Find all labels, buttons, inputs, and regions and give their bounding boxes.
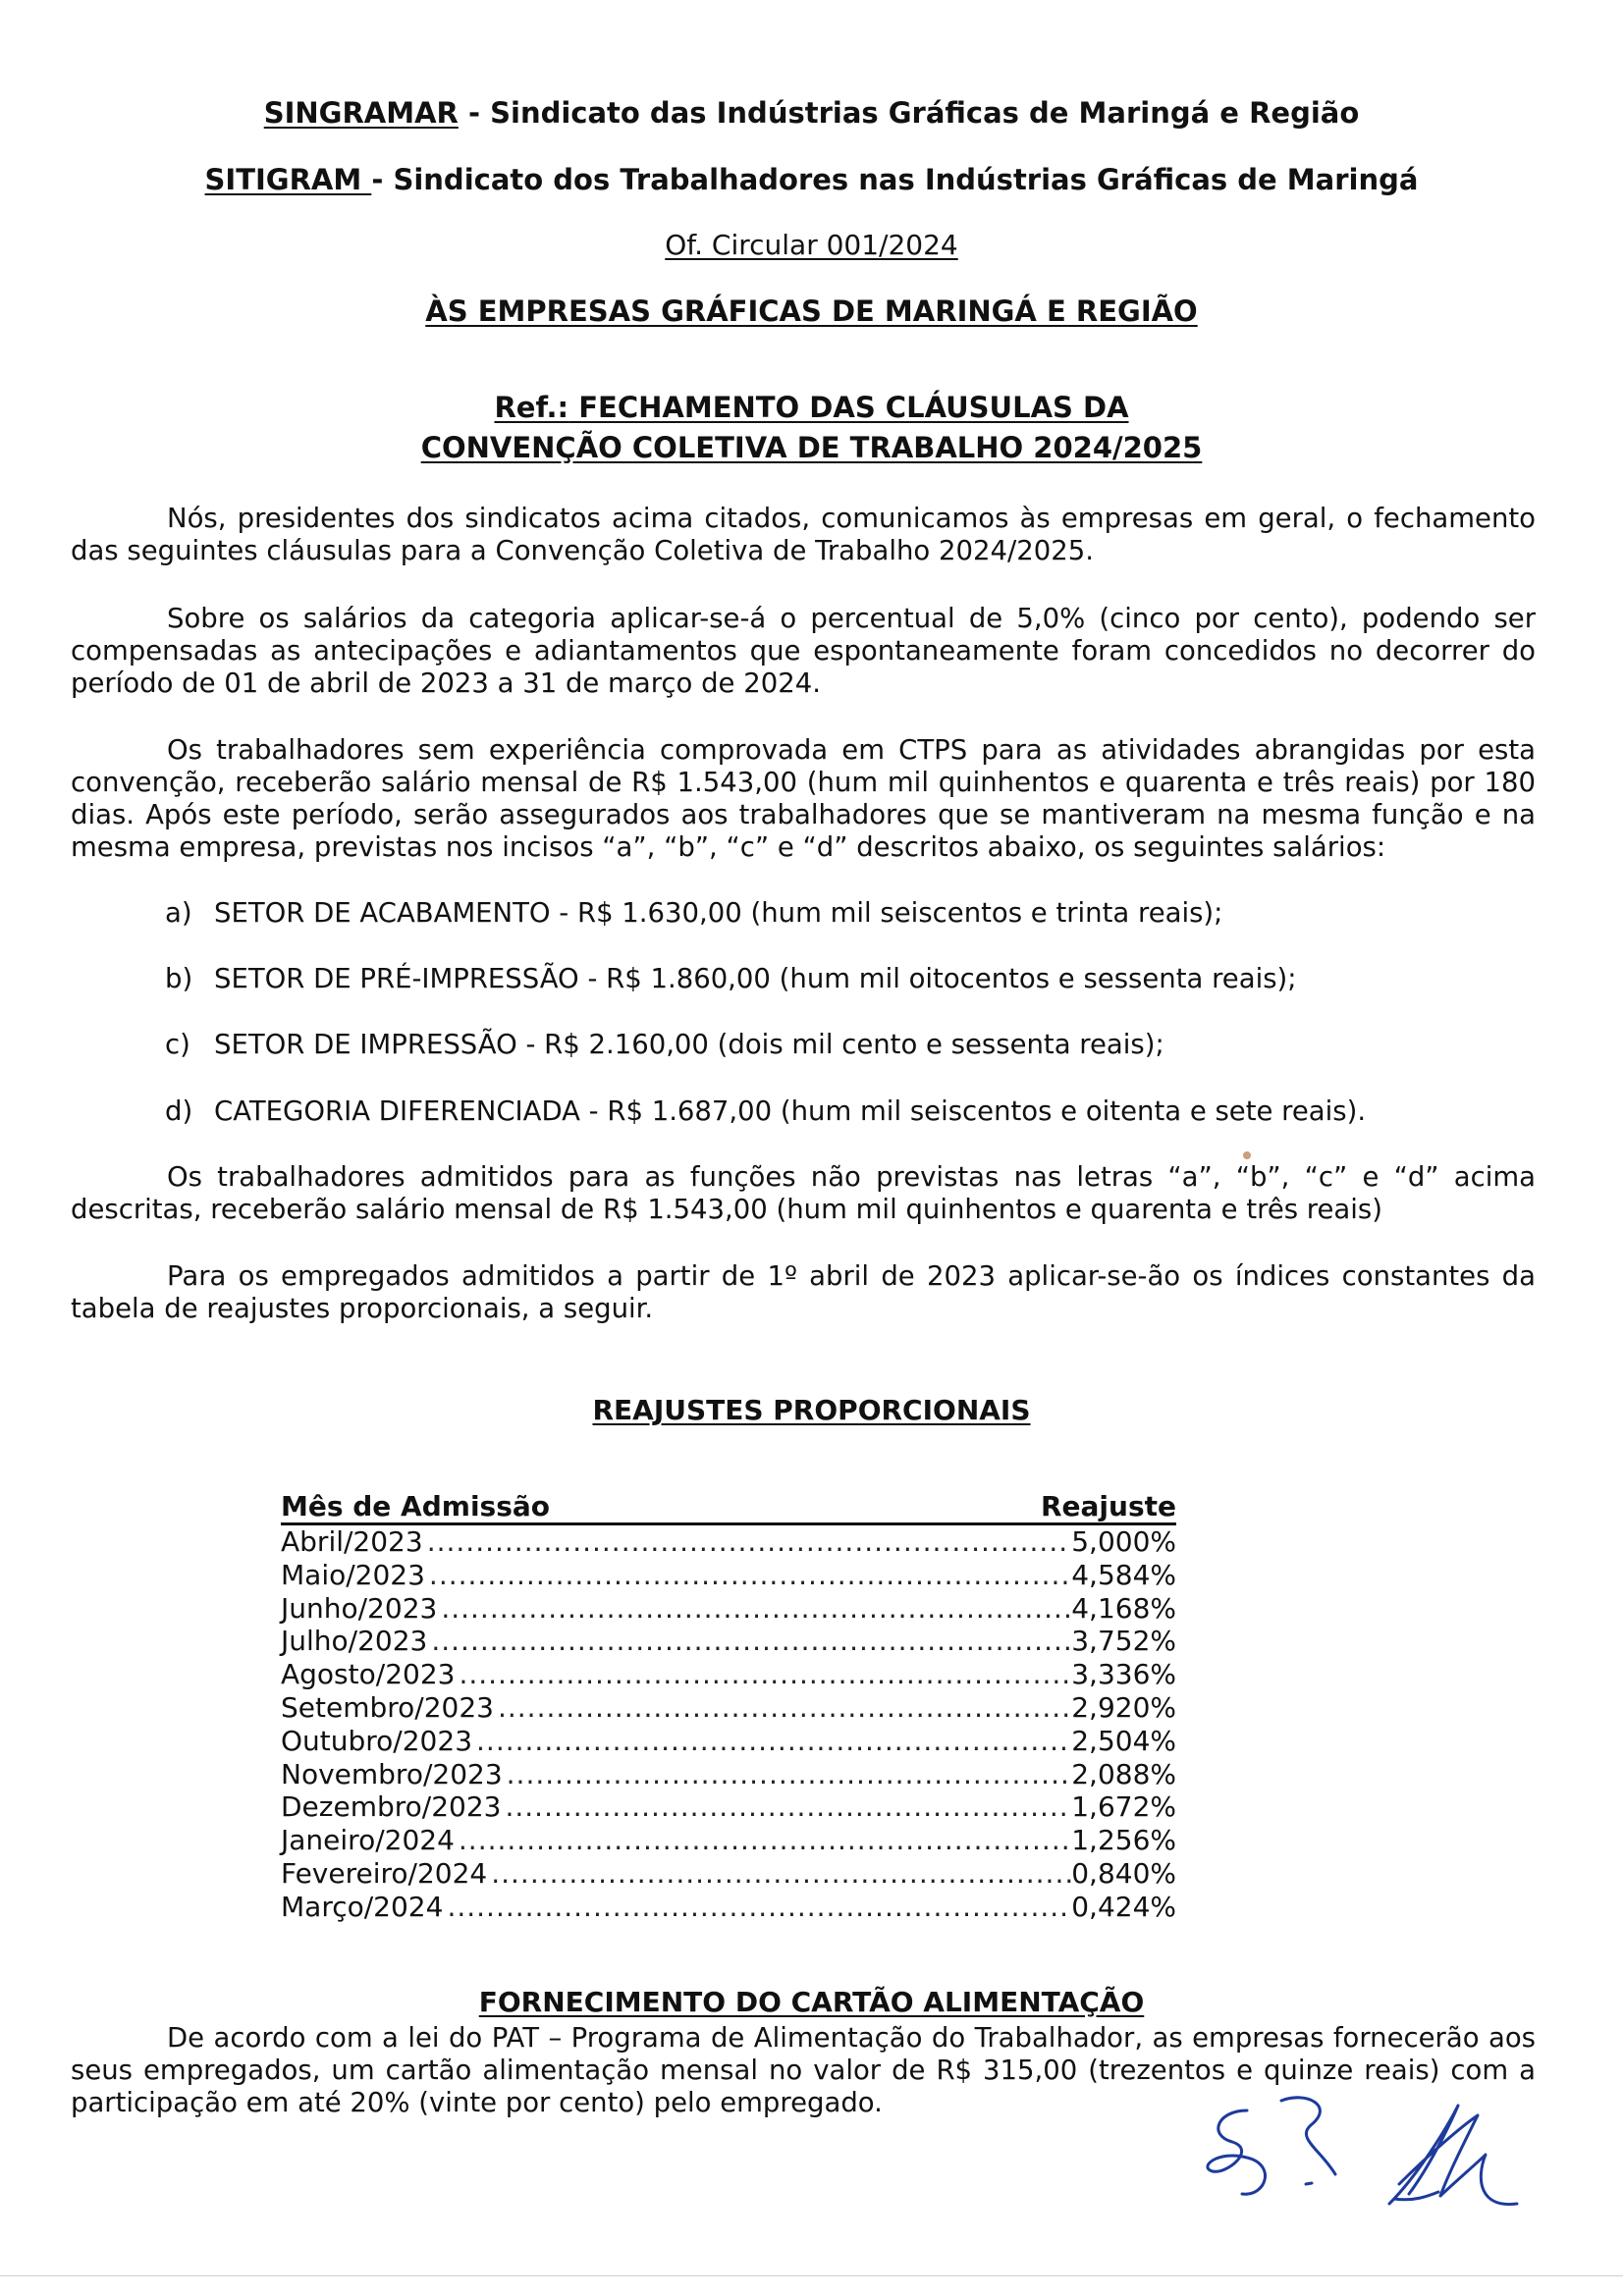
table-row	[281, 1790, 1176, 1824]
ref-text-2: CONVENÇÃO COLETIVA DE TRABALHO 2024/2025	[420, 431, 1203, 464]
table-row	[281, 1891, 1176, 1924]
addressee	[0, 294, 1623, 328]
leader-dots	[443, 1891, 1071, 1924]
paragraph-salary-percent: Sobre os salários da categoria aplicar-se-á o percentual de 5,0% (cinco por cento), podendo ser compensadas as antecipações e adiantamentos que espontaneamente foram concedidos no decorrer do período de 01 de abril de 2023 a 31 de março de 2024.	[71, 603, 1536, 699]
row-month: Março/2024	[281, 1890, 444, 1923]
table-row	[281, 1625, 1176, 1658]
row-value: 3,752%	[1071, 1625, 1176, 1658]
item-letter: a)	[165, 897, 192, 929]
table-row	[281, 1725, 1176, 1758]
leader-dots	[423, 1525, 1072, 1559]
signature-1-stroke	[1208, 2098, 1335, 2194]
row-month: Junho/2023	[281, 1591, 438, 1625]
row-month: Julho/2023	[281, 1625, 428, 1658]
leader-dots	[503, 1758, 1072, 1791]
table-row	[281, 1559, 1176, 1592]
singramar-acronym: SINGRAMAR	[263, 96, 459, 130]
row-value: 1,256%	[1071, 1824, 1176, 1857]
row-value: 1,672%	[1071, 1790, 1176, 1824]
row-value: 4,168%	[1071, 1591, 1176, 1625]
paragraph-food-card: De acordo com a lei do PAT – Programa de Alimentação do Trabalhador, as empresas fornecerão aos seus empregados, um cartão alimentação mensal no valor de R$ 315,00 (trezentos e quinze reais) com a participação em até 20% (vinte por cento) pelo empregado.	[71, 2022, 1536, 2118]
leader-dots	[494, 1691, 1071, 1725]
col-month-header: Mês de Admissão	[281, 1490, 550, 1522]
signature-1-icon	[1188, 2081, 1365, 2209]
ref-label	[494, 391, 1128, 424]
signature-2-stroke	[1389, 2106, 1517, 2205]
leader-dots	[455, 1658, 1071, 1691]
list-item	[165, 963, 1297, 994]
item-letter: b)	[165, 963, 193, 994]
item-text: SETOR DE ACABAMENTO - R$ 1.630,00 (hum mil seiscentos e trinta reais);	[214, 897, 1223, 929]
paragraph-other-functions: Os trabalhadores admitidos para as funções não previstas nas letras “a”, “b”, “c” e “d” acima descritas, receberão salário mensal de R$ 1.543,00 (hum mil quinhentos e quarenta e três reais)	[71, 1161, 1536, 1225]
col-adjust-header: Reajuste	[1040, 1490, 1176, 1522]
table-header	[281, 1491, 1176, 1525]
adjustments-table	[281, 1491, 1176, 1924]
row-value: 0,424%	[1071, 1890, 1176, 1923]
row-month: Abril/2023	[281, 1525, 423, 1558]
paragraph-proportional-intro: Para os empregados admitidos a partir de 1º abril de 2023 aplicar-se-ão os índices constantes da tabela de reajustes proporcionais, a seguir.	[71, 1260, 1536, 1324]
row-month: Dezembro/2023	[281, 1790, 502, 1824]
circular-label: Of. Circular 001/2024	[665, 229, 958, 261]
sitigram-acronym: SITIGRAM	[204, 163, 372, 196]
row-month: Janeiro/2024	[281, 1824, 455, 1857]
table-row	[281, 1824, 1176, 1857]
leader-dots	[501, 1790, 1071, 1824]
sitigram-name: - Sindicato dos Trabalhadores nas Indústrias Gráficas de Maringá	[371, 163, 1419, 196]
leader-dots	[455, 1824, 1071, 1857]
item-letter: d)	[165, 1095, 193, 1127]
row-month: Fevereiro/2024	[281, 1856, 488, 1890]
scan-edge-line	[0, 2275, 1623, 2276]
list-item	[165, 1029, 1164, 1060]
table-row	[281, 1857, 1176, 1891]
row-value: 2,088%	[1071, 1757, 1176, 1790]
row-value: 2,920%	[1071, 1690, 1176, 1724]
signature-2-icon	[1370, 2086, 1527, 2223]
leader-dots	[472, 1725, 1071, 1758]
table-row	[281, 1525, 1176, 1559]
list-item	[165, 897, 1222, 929]
row-value: 4,584%	[1071, 1558, 1176, 1591]
table-row	[281, 1691, 1176, 1725]
row-month: Maio/2023	[281, 1558, 425, 1591]
singramar-name: - Sindicato das Indústrias Gráficas de Maringá e Região	[458, 96, 1360, 130]
row-value: 0,840%	[1071, 1856, 1176, 1890]
leader-dots	[487, 1857, 1071, 1891]
row-month: Novembro/2023	[281, 1757, 503, 1790]
row-value: 5,000%	[1071, 1525, 1176, 1558]
leader-dots	[425, 1559, 1071, 1592]
header-sitigram	[0, 163, 1623, 196]
list-item	[165, 1095, 1366, 1127]
leader-dots	[437, 1592, 1071, 1626]
reference-line-1	[0, 391, 1623, 424]
food-card-title	[0, 1986, 1623, 2018]
table-row	[281, 1658, 1176, 1691]
item-text: SETOR DE PRÉ-IMPRESSÃO - R$ 1.860,00 (hum mil oitocentos e sessenta reais);	[214, 963, 1297, 994]
circular-number	[0, 229, 1623, 261]
ink-dot-icon	[1240, 1148, 1254, 1162]
table-title	[0, 1394, 1623, 1426]
item-letter: c)	[165, 1029, 190, 1060]
reference-line-2	[0, 431, 1623, 464]
row-month: Outubro/2023	[281, 1724, 473, 1757]
table-row	[281, 1758, 1176, 1791]
paragraph-intro: Nós, presidentes dos sindicatos acima citados, comunicamos às empresas em geral, o fechamento das seguintes cláusulas para a Convenção Coletiva de Trabalho 2024/2025.	[71, 503, 1536, 566]
addressee-label: ÀS EMPRESAS GRÁFICAS DE MARINGÁ E REGIÃO	[425, 294, 1198, 328]
paragraph-new-workers: Os trabalhadores sem experiência comprovada em CTPS para as atividades abrangidas por esta convenção, receberão salário mensal de R$ 1.543,00 (hum mil quinhentos e quarenta e três reais) por 180 dias. Após este período, serão assegurados aos trabalhadores que se mantiveram na mesma função e na mesma empresa, previstas nos incisos “a”, “b”, “c” e “d” descritos abaixo, os seguintes salários:	[71, 734, 1536, 863]
ref-prefix: Ref.:	[494, 391, 569, 424]
item-text: SETOR DE IMPRESSÃO - R$ 2.160,00 (dois mil cento e sessenta reais);	[214, 1029, 1164, 1060]
ink-dot	[1243, 1151, 1251, 1159]
header-singramar	[0, 96, 1623, 130]
table-title-text: REAJUSTES PROPORCIONAIS	[592, 1394, 1031, 1426]
ref-text-1: FECHAMENTO DAS CLÁUSULAS DA	[568, 391, 1129, 424]
row-value: 2,504%	[1071, 1724, 1176, 1757]
food-card-title-text: FORNECIMENTO DO CARTÃO ALIMENTAÇÃO	[478, 1986, 1145, 2018]
row-month: Setembro/2023	[281, 1690, 494, 1724]
row-month: Agosto/2023	[281, 1658, 456, 1691]
item-text: CATEGORIA DIFERENCIADA - R$ 1.687,00 (hum mil seiscentos e oitenta e sete reais).	[214, 1095, 1367, 1127]
table-row	[281, 1592, 1176, 1626]
leader-dots	[427, 1625, 1071, 1658]
row-value: 3,336%	[1071, 1658, 1176, 1691]
